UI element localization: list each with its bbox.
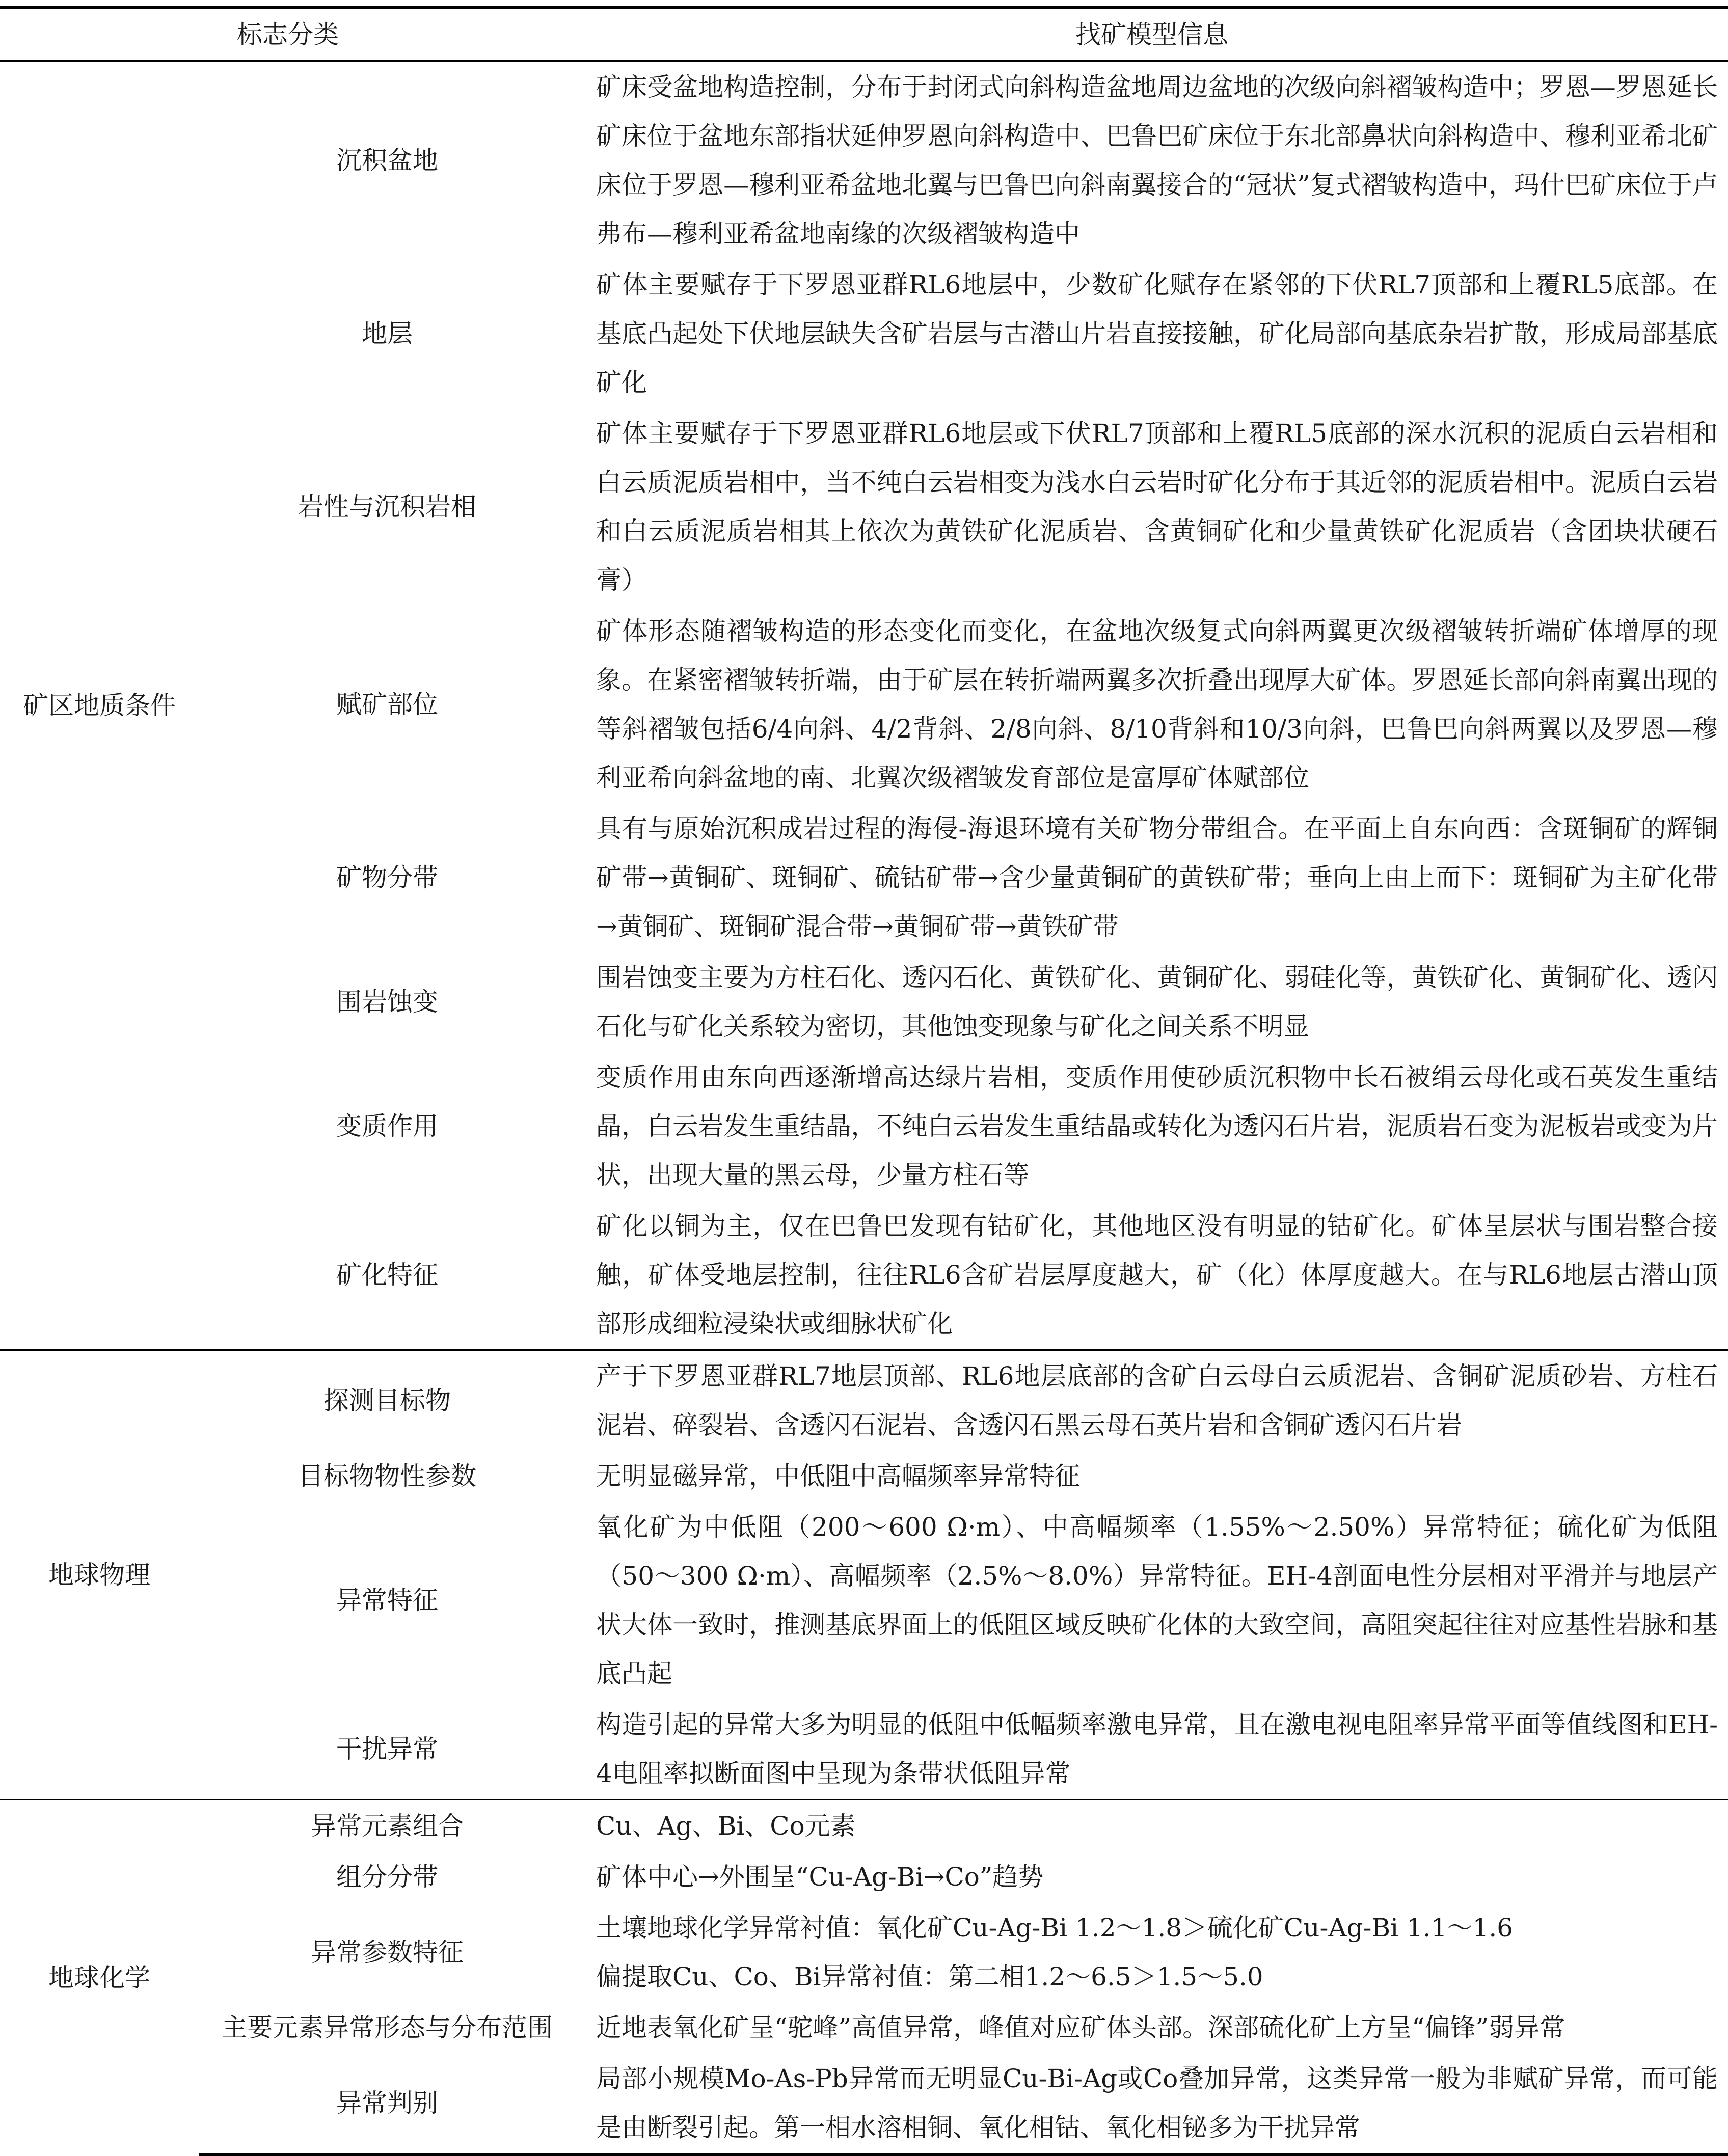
row-label: 赋矿部位 — [336, 690, 438, 719]
category-geochemistry: 地球化学 — [0, 1800, 199, 2155]
table-row — [0, 259, 1728, 408]
table-row — [0, 2002, 1728, 2053]
table-row — [0, 2053, 1728, 2154]
row-text: 氧化矿为中低阻（200～600 Ω·m）、中高幅频率（1.55%～2.50%）异常特征；硫化矿为低阻（50～300 Ω·m）、高幅频率（2.5%～8.0%）异常特征。EH-4剖面电性分层相对平滑并与地层产状大体一致时，推测基底界面上的低阻区域反映矿化体的大致空间，高阻突起往往对应基性岩脉和基底凸起 — [596, 1512, 1718, 1688]
table-row — [0, 606, 1728, 803]
row-text-line: 偏提取Cu、Co、Bi异常衬值：第二相1.2～6.5＞1.5～5.0 — [596, 1962, 1263, 1991]
table-row — [0, 1502, 1728, 1699]
row-text: 变质作用由东向西逐渐增高达绿片岩相，变质作用使砂质沉积物中长石被绢云母化或石英发生重结晶，白云岩发生重结晶，不纯白云岩发生重结晶或转化为透闪石片岩，泥质岩石变为泥板岩或变为片状，出现大量的黑云母，少量方柱石等 — [596, 1062, 1718, 1190]
row-label: 组分分带 — [336, 1862, 438, 1892]
table-row — [0, 803, 1728, 952]
row-label: 异常元素组合 — [199, 1800, 576, 1852]
row-text: 矿体形态随褶皱构造的形态变化而变化，在盆地次级复式向斜两翼更次级褶皱转折端矿体增厚的现象。在紧密褶皱转折端，由于矿层在转折端两翼多次折叠出现厚大矿体。罗恩延长部向斜南翼出现的等斜褶皱包括6/4向斜、4/2背斜、2/8向斜、8/10背斜和10/3向斜，巴鲁巴向斜两翼以及罗恩—穆利亚希向斜盆地的南、北翼次级褶皱发育部位是富厚矿体赋部位 — [596, 616, 1718, 793]
row-text: 矿体中心→外围呈“Cu-Ag-Bi→Co”趋势 — [596, 1862, 1044, 1892]
row-label: 探测目标物 — [199, 1350, 576, 1451]
row-text: 产于下罗恩亚群RL7地层顶部、RL6地层底部的含矿白云母白云质泥岩、含铜矿泥质砂岩、方柱石泥岩、碎裂岩、含透闪石泥岩、含透闪石黑云母石英片岩和含铜矿透闪石片岩 — [576, 1350, 1728, 1451]
row-text: 矿体主要赋存于下罗恩亚群RL6地层或下伏RL7顶部和上覆RL5底部的深水沉积的泥质白云岩相和白云质泥质岩相中，当不纯白云岩相变为浅水白云岩时矿化分布于其近邻的泥质岩相中。泥质白云岩和白云质泥质岩相其上依次为黄铁矿化泥质岩、含黄铜矿化和少量黄铁矿化泥质岩（含团块状硬石膏） — [596, 419, 1718, 595]
row-text: 矿床受盆地构造控制，分布于封闭式向斜构造盆地周边盆地的次级向斜褶皱构造中；罗恩—罗恩延长矿床位于盆地东部指状延伸罗恩向斜构造中、巴鲁巴矿床位于东北部鼻状向斜构造中、穆利亚希北矿床位于罗恩—穆利亚希盆地北翼与巴鲁巴向斜南翼接合的“冠状”复式褶皱构造中，玛什巴矿床位于卢弗布—穆利亚希盆地南缘的次级褶皱构造中 — [576, 61, 1728, 260]
category-geology: 矿区地质条件 — [0, 61, 199, 1350]
table-row — [0, 1350, 1728, 1451]
header-classification: 标志分类 — [0, 8, 576, 61]
table-row — [0, 1699, 1728, 1800]
row-label: 干扰异常 — [336, 1734, 438, 1764]
row-text-multiline — [576, 1902, 1728, 2002]
row-label: 矿化特征 — [336, 1260, 438, 1290]
table-row — [0, 1800, 1728, 1852]
row-text: 具有与原始沉积成岩过程的海侵-海退环境有关矿物分带组合。在平面上自东向西：含斑铜矿的辉铜矿带→黄铜矿、斑铜矿、硫钴矿带→含少量黄铜矿的黄铁矿带；垂向上由上而下：斑铜矿为主矿化带→黄铜矿、斑铜矿混合带→黄铜矿带→黄铁矿带 — [596, 814, 1718, 941]
row-label: 异常参数特征 — [311, 1937, 464, 1967]
table-row — [0, 1200, 1728, 1350]
row-label: 沉积盆地 — [199, 61, 576, 260]
row-label: 变质作用 — [336, 1111, 438, 1141]
header-row — [0, 8, 1728, 61]
category-geophysics: 地球物理 — [0, 1350, 199, 1800]
table-row — [0, 408, 1728, 606]
table-row — [0, 1052, 1728, 1200]
row-text: 围岩蚀变主要为方柱石化、透闪石化、黄铁矿化、黄铜矿化、弱硅化等，黄铁矿化、黄铜矿化、透闪石化与矿化关系较为密切，其他蚀变现象与矿化之间关系不明显 — [596, 963, 1718, 1041]
row-text: 近地表氧化矿呈“驼峰”高值异常，峰值对应矿体头部。深部硫化矿上方呈“偏锋”弱异常 — [596, 2013, 1565, 2042]
row-text: 无明显磁异常，中低阻中高幅频率异常特征 — [596, 1461, 1080, 1491]
row-label: 主要元素异常形态与分布范围 — [222, 2013, 553, 2042]
table-row — [0, 1451, 1728, 1502]
row-text: 局部小规模Mo-As-Pb异常而无明显Cu-Bi-Ag或Co叠加异常，这类异常一般为非赋矿异常，而可能是由断裂引起。第一相水溶相铜、氧化相钴、氧化相铋多为干扰异常 — [576, 2053, 1728, 2154]
row-text: Cu、Ag、Bi、Co元素 — [576, 1800, 1728, 1852]
row-label: 岩性与沉积岩相 — [298, 492, 476, 522]
row-label: 矿物分带 — [336, 863, 438, 892]
header-model-info: 找矿模型信息 — [576, 8, 1728, 61]
prospecting-model-table — [0, 6, 1728, 2156]
table-row — [0, 1902, 1728, 2002]
row-text: 矿化以铜为主，仅在巴鲁巴发现有钴矿化，其他地区没有明显的钴矿化。矿体呈层状与围岩整合接触，矿体受地层控制，往往RL6含矿岩层厚度越大，矿（化）体厚度越大。在与RL6地层古潜山顶部形成细粒浸染状或细脉状矿化 — [596, 1211, 1718, 1339]
row-label: 目标物物性参数 — [298, 1461, 476, 1491]
table-row — [0, 1851, 1728, 1902]
row-label: 异常特征 — [336, 1586, 438, 1615]
table-row — [0, 952, 1728, 1052]
row-label: 异常判别 — [199, 2053, 576, 2154]
row-label: 地层 — [362, 319, 413, 348]
row-text-line: 土壤地球化学异常衬值：氧化矿Cu-Ag-Bi 1.2～1.8＞硫化矿Cu-Ag-Bi 1.1～1.6 — [596, 1913, 1514, 1943]
row-text: 构造引起的异常大多为明显的低阻中低幅频率激电异常，且在激电视电阻率异常平面等值线图和EH-4电阻率拟断面图中呈现为条带状低阻异常 — [596, 1710, 1718, 1788]
row-label: 围岩蚀变 — [336, 987, 438, 1017]
table-row — [0, 61, 1728, 260]
row-text: 矿体主要赋存于下罗恩亚群RL6地层中，少数矿化赋存在紧邻的下伏RL7顶部和上覆RL5底部。在基底凸起处下伏地层缺失含矿岩层与古潜山片岩直接接触，矿化局部向基底杂岩扩散，形成局部基底矿化 — [596, 270, 1718, 397]
